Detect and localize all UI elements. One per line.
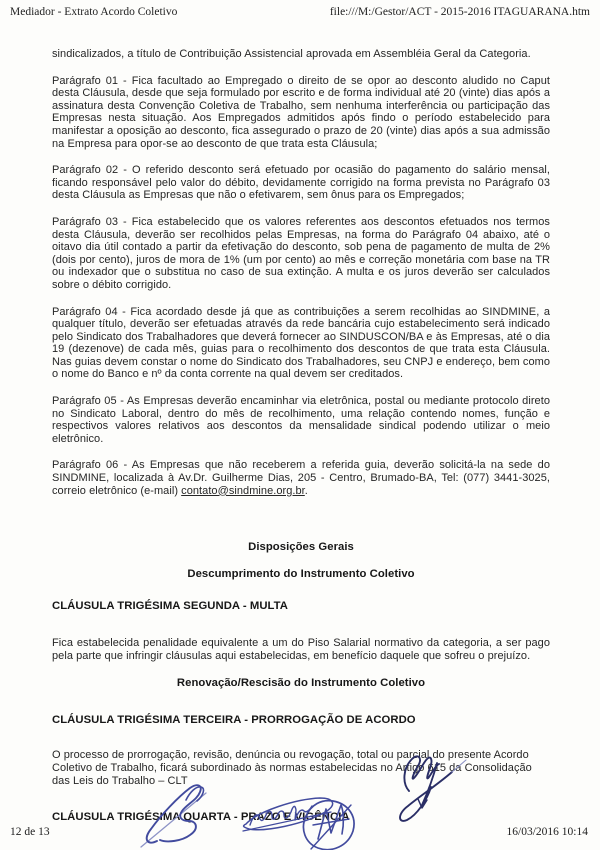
paragraph-text: . (304, 484, 308, 497)
paragrafo-02: Parágrafo 02 - O referido desconto será efetuado por ocasião do pagamento do salário mensal, ficando responsável pelo valor do débito, devidamente corrigido na forma prevista no Parágrafo 03 desta Cláusula as Empresas que não o efetivarem, sem ônus para os Empregados; (52, 164, 550, 202)
continuation-paragraph: sindicalizados, a título de Contribuição Assistencial aprovada em Assembléia Geral da Categoria. (52, 48, 531, 60)
paragrafo-03: Parágrafo 03 - Fica estabelecido que os valores referentes aos descontos efetuados nos termos desta Cláusula, deverão ser recolhidos pelas Empresas, na forma do Parágrafo 04 abaixo, até o oitavo dia útil contado a partir da efetivação do desconto, sob pena de pagamento de multa de 2% (dois por cento), juros de mora de 1% (um por cento) ao mês e correção monetária com base na TR ou indexador que o substitua no caso de sua extinção. A multa e os juros deverão ser calculados sobre o débito corrigido. (52, 215, 550, 291)
page-number: 12 de 13 (10, 826, 50, 838)
paragrafo-05: Parágrafo 05 - As Empresas deverão encaminhar via eletrônica, postal ou mediante protocolo direto no Sindicato Laboral, dentro do mês de recolhimento, uma relação contendo nomes, função e respectivos valores relativos aos descontos da mensalidade sindical podendo utilizar o meio eletrônico. (52, 395, 550, 445)
texto-prorrogacao: O processo de prorrogação, revisão, denúncia ou revogação, total ou parcial do presente Acordo Coletivo de Trabalho, ficará subordinado às normas estabelecidas no Artigo 615 da Consolidação das Leis do Trabalho – CLT (52, 749, 532, 787)
heading-renovacao-rescisao: Renovação/Rescisão do Instrumento Coletivo (176, 677, 426, 690)
paragrafo-06 (52, 459, 550, 497)
clausula-trigesima-segunda: CLÁUSULA TRIGÉSIMA SEGUNDA - MULTA (52, 600, 288, 613)
clausula-trigesima-quarta: CLÁUSULA TRIGÉSIMA QUARTA - PRAZO E VIGÊNCIA (52, 811, 350, 824)
email-link[interactable]: contato@sindmine.org.br (181, 484, 305, 497)
texto-multa: Fica estabelecida penalidade equivalente a um do Piso Salarial normativo da categoria, a ser pago pela parte que infringir cláusulas aqui estabelecidas, em benefício daquele que sofreu o prejuízo. (52, 637, 550, 662)
heading-descumprimento: Descumprimento do Instrumento Coletivo (187, 567, 415, 580)
clausula-trigesima-terceira: CLÁUSULA TRIGÉSIMA TERCEIRA - PRORROGAÇÃO DE ACORDO (52, 713, 416, 726)
paragrafo-01: Parágrafo 01 - Fica facultado ao Empregado o direito de se opor ao desconto aludido no Caput desta Cláusula, desde que seja formulado por escrito e de forma individual até 20 (vinte) dias após a assinatura desta Convenção Coletiva de Trabalho, sem nenhuma interferência ou participação das Empresas nesta situação. Aos Empregados admitidos após findo o período estabelecido para manifestar a oposição ao desconto, fica assegurado o prazo de 20 (vinte) dias após a sua admissão na Empresa para opor-se ao desconto de que trata esta Cláusula; (52, 74, 550, 150)
heading-disposicoes-gerais: Disposições Gerais (248, 541, 354, 554)
print-header-title: Mediador - Extrato Acordo Coletivo (10, 6, 178, 18)
paragrafo-04: Parágrafo 04 - Fica acordado desde já que as contribuições a serem recolhidas ao SINDMINE, a qualquer título, deverão ser efetuadas através da rede bancária cujo estabelecimento será indicado pelo Sindicato dos Trabalhadores que deverá fornecer ao SINDUSCON/BA e às Empresas, até o dia 19 (dezenove) de cada mês, guias para o recolhimento dos descontos de que trata esta Cláusula. Nas guias devem constar o nome do Sindicato dos Trabalhadores, seu CNPJ e endereço, bem como o nome do Banco e nº da conta corrente na qual devem ser creditados. (52, 305, 550, 381)
print-header-file-url: file:///M:/Gestor/ACT - 2015-2016 ITAGUARANA.htm (329, 6, 590, 18)
paragraph-text: Parágrafo 06 - As Empresas que não receberem a referida guia, deverão solicitá-la na sede do SINDMINE, localizada à Av.Dr. Guilherme Dias, 205 - Centro, Brumado-BA, Tel: (077) 3441-3025, correio eletrônico (e-mail) (52, 459, 550, 497)
print-timestamp: 16/03/2016 10:14 (506, 826, 588, 838)
print-footer (10, 826, 588, 838)
print-header (10, 6, 590, 18)
document-body (52, 48, 550, 824)
